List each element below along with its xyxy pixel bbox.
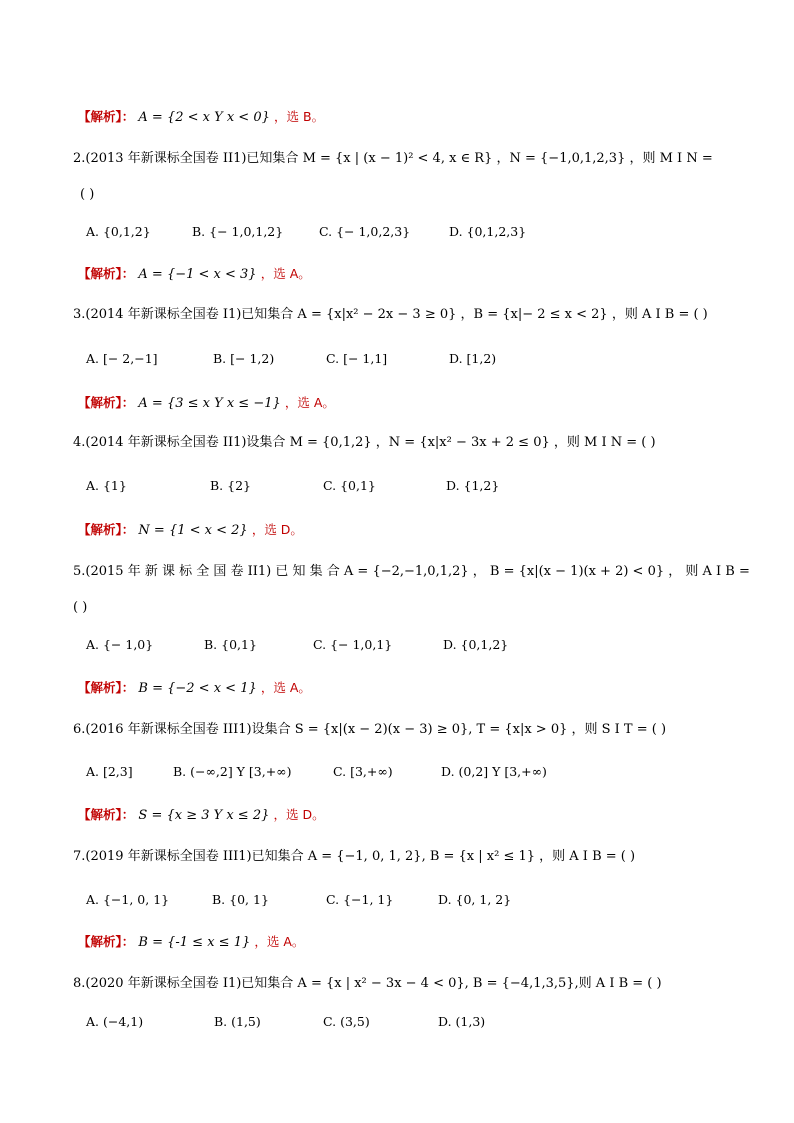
question-8-stem: 8.(2020 年新课标全国卷 I1)已知集合 A = {x | x² − 3x − 4 < 0}, B = {−4,1,3,5},则 A I B = ( ) xyxy=(73,976,662,991)
question-2-stem: 2.(2013 年新课标全国卷 II1)已知集合 M = {x | (x − 1)² < 4, x ∈ R} ，N = {−1,0,1,2,3} ，则 M I N = xyxy=(73,151,713,166)
analysis-label: 【解析】： xyxy=(78,109,135,124)
analysis-label: 【解析】： xyxy=(78,395,135,410)
solution-math: A = {2 < x Y x < 0} xyxy=(138,110,270,125)
question-4-stem: 4.(2014 年新课标全国卷 II1)设集合 M = {0,1,2} ，N = {x|x² − 3x + 2 ≤ 0} ，则 M I N = ( ) xyxy=(73,435,656,450)
question-6-stem: 6.(2016 年新课标全国卷 III1)设集合 S = {x|(x − 2)(x − 3) ≥ 0}, T = {x|x > 0} ，则 S I T = ( ) xyxy=(73,722,667,737)
question-6-option-b: B. (−∞,2] Y [3,+∞) xyxy=(173,764,292,779)
solution-math: N = {1 < x < 2} xyxy=(138,523,248,538)
question-2-option-c: C. {− 1,0,2,3} xyxy=(319,224,411,239)
question-5-option-a: A. {− 1,0} xyxy=(86,637,154,652)
solution-7 xyxy=(78,933,304,952)
solution-5 xyxy=(78,679,311,698)
question-7-option-c: C. {−1, 1} xyxy=(326,892,394,907)
question-6-option-d: D. (0,2] Y [3,+∞) xyxy=(441,764,547,779)
question-5-option-c: C. {− 1,0,1} xyxy=(313,637,393,652)
solution-1 xyxy=(78,108,324,127)
question-3-option-a: A. [− 2,−1] xyxy=(86,351,158,366)
question-3-stem: 3.(2014 年新课标全国卷 I1)已知集合 A = {x|x² − 2x − 3 ≥ 0} ，B = {x|− 2 ≤ x < 2} ，则 A I B = ( ) xyxy=(73,307,708,322)
question-8-option-d: D. (1,3) xyxy=(438,1014,486,1029)
solution-math: B = {−2 < x < 1} xyxy=(138,681,257,696)
question-3-option-d: D. [1,2) xyxy=(449,351,497,366)
solution-4 xyxy=(78,521,303,540)
question-6-option-a: A. [2,3] xyxy=(86,764,133,779)
solution-answer: ，选 A。 xyxy=(260,266,311,281)
question-7-option-d: D. {0, 1, 2} xyxy=(438,892,512,907)
question-4-option-a: A. {1} xyxy=(86,478,127,493)
question-8-option-a: A. (−4,1) xyxy=(86,1014,144,1029)
solution-answer: ，选 B。 xyxy=(274,109,325,124)
solution-2 xyxy=(78,265,311,284)
question-4-option-b: B. {2} xyxy=(210,478,251,493)
question-8-option-b: B. (1,5) xyxy=(214,1014,261,1029)
question-7-stem: 7.(2019 年新课标全国卷 III1)已知集合 A = {−1, 0, 1, 2}, B = {x | x² ≤ 1} ，则 A I B = ( ) xyxy=(73,849,636,864)
question-5-stem: 5.(2015 年 新 课 标 全 国 卷 II1) 已 知 集 合 A = {−2,−1,0,1,2} ， B = {x|(x − 1)(x + 2) < 0} ， 则 A I B = xyxy=(73,564,750,579)
question-2-paren: ( ) xyxy=(80,187,95,202)
solution-math: S = {x ≥ 3 Y x ≤ 2} xyxy=(138,808,270,823)
question-4-option-c: C. {0,1} xyxy=(323,478,376,493)
solution-answer: ，选 A。 xyxy=(254,934,305,949)
question-2-option-d: D. {0,1,2,3} xyxy=(449,224,527,239)
question-2-option-a: A. {0,1,2} xyxy=(86,224,151,239)
solution-math: A = {−1 < x < 3} xyxy=(138,267,257,282)
analysis-label: 【解析】： xyxy=(78,522,135,537)
question-3-option-b: B. [− 1,2) xyxy=(213,351,275,366)
question-4-option-d: D. {1,2} xyxy=(446,478,500,493)
solution-answer: ，选 D。 xyxy=(251,522,303,537)
solution-3 xyxy=(78,394,335,413)
solution-math: B = {-1 ≤ x ≤ 1} xyxy=(138,935,251,950)
question-3-option-c: C. [− 1,1] xyxy=(326,351,388,366)
question-5-option-d: D. {0,1,2} xyxy=(443,637,509,652)
question-5-paren: ( ) xyxy=(73,600,88,615)
analysis-label: 【解析】： xyxy=(78,934,135,949)
analysis-label: 【解析】： xyxy=(78,266,135,281)
question-5-option-b: B. {0,1} xyxy=(204,637,257,652)
question-7-option-b: B. {0, 1} xyxy=(212,892,269,907)
solution-answer: ，选 D。 xyxy=(273,807,325,822)
solution-answer: ，选 A。 xyxy=(260,680,311,695)
solution-answer: ，选 A。 xyxy=(284,395,335,410)
analysis-label: 【解析】： xyxy=(78,680,135,695)
question-7-option-a: A. {−1, 0, 1} xyxy=(86,892,170,907)
question-2-option-b: B. {− 1,0,1,2} xyxy=(192,224,284,239)
solution-math: A = {3 ≤ x Y x ≤ −1} xyxy=(138,396,281,411)
question-8-option-c: C. (3,5) xyxy=(323,1014,370,1029)
analysis-label: 【解析】： xyxy=(78,807,135,822)
question-6-option-c: C. [3,+∞) xyxy=(333,764,393,779)
solution-6 xyxy=(78,806,325,825)
